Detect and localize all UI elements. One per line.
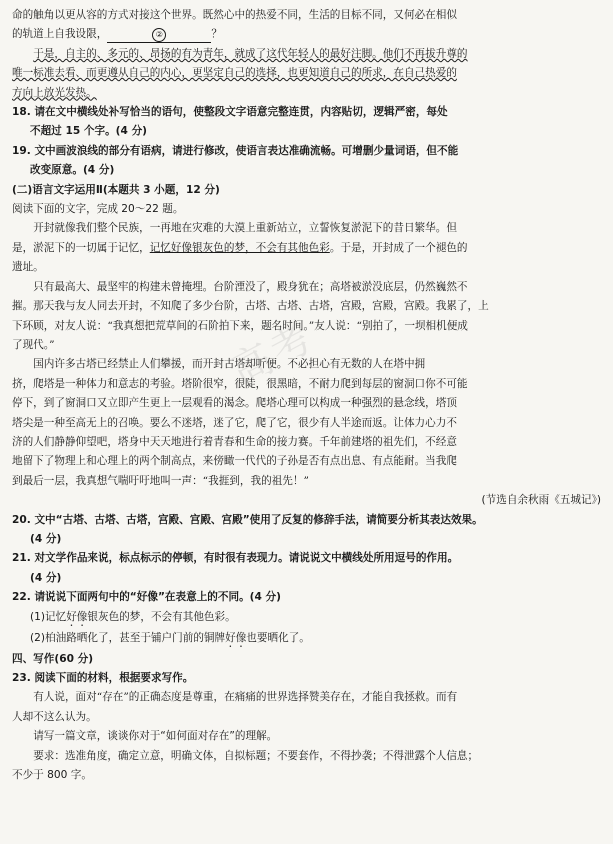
question-21: 21. 对文学作品来说，标点标示的停顿，有时很有表现力。请说说文中横线处所用逗号的作用。 bbox=[12, 552, 459, 565]
emphasis-word: 好像 bbox=[66, 610, 88, 623]
blank-number: ② bbox=[152, 28, 166, 42]
wavy-passage-line: 方向上放光发热。 bbox=[12, 86, 97, 99]
emphasis-word: 好像 bbox=[225, 631, 247, 644]
passage-para-2-line: 了现代。” bbox=[12, 338, 55, 351]
section-2-heading: (二)语言文字运用Ⅱ(本题共 3 小题，12 分) bbox=[12, 183, 220, 196]
question-22: 22. 请说说下面两句中的“好像”在表意上的不同。(4 分) bbox=[12, 591, 281, 604]
passage-para-3-line: 塔尖是一种至高无上的召唤。要么不迷塔，迷了它，爬了它，很少有人半途而返。让体力心力不 bbox=[12, 416, 457, 429]
writing-requirements: 要求：选准角度，确定立意，明确文体，自拟标题；不要套作，不得抄袭；不得泄露个人信息； bbox=[33, 749, 479, 762]
answer-blank-2 bbox=[107, 27, 211, 43]
question-18: 18. 请在文中横线处补写恰当的语句，使整段文字语意完整连贯，内容贴切，逻辑严密，每处 bbox=[12, 106, 448, 119]
passage-para-3-line: 停下，到了窗洞口又立即产生更上一层观看的渴念。爬塔心理可以构成一种强烈的悬念线，塔顶 bbox=[12, 397, 457, 410]
material-line: 人却不这么认为。 bbox=[12, 710, 97, 723]
question-20-cont: (4 分) bbox=[30, 532, 62, 545]
question-22-sentence-2: (2)柏油路晒化了，甚至于铺户门前的铜牌好像也要晒化了。 bbox=[30, 631, 310, 644]
question-19: 19. 文中画波浪线的部分有语病，请进行修改，使语言表达准确流畅。可增删少量词语，但不能 bbox=[12, 144, 459, 157]
question-22-sentence-1: (1)记忆好像银灰色的梦，不会有其他色彩。 bbox=[30, 610, 236, 623]
wavy-passage-line: 唯一标准去看、而更遵从自己的内心，更坚定自己的选择，也更知道自己的所求，在自己热爱的 bbox=[12, 67, 457, 80]
question-18-cont: 不超过 15 个字。(4 分) bbox=[30, 125, 148, 138]
section-2-intro: 阅读下面的文字，完成 20～22 题。 bbox=[12, 203, 184, 216]
question-21-cont: (4 分) bbox=[30, 571, 62, 584]
passage-para-2-line: 摧。那天我与友人同去开封，不知爬了多少台阶，古塔、古塔、古塔，宫殿，宫殿，宫殿。我累了，上 bbox=[12, 300, 489, 313]
question-23: 23. 阅读下面的材料，根据要求写作。 bbox=[12, 672, 194, 684]
section-4-heading: 四、写作(60 分) bbox=[12, 652, 94, 665]
passage-para-2-line: 下环顾，对友人说：“我真想把荒草间的石阶拍下来，题名时间。”友人说：“别拍了，一坝相机便成 bbox=[12, 319, 468, 332]
passage-para-3-line: 济的人们静静仰望吧，塔身中天天地进行着青春和生命的接力赛。千年前建塔的祖先们，不经意 bbox=[12, 435, 457, 448]
question-20: 20. 文中“古塔、古塔、古塔，宫殿、宫殿、宫殿”使用了反复的修辞手法，请简要分析其表达效果。 bbox=[12, 513, 483, 526]
watermark-text: 高考 bbox=[224, 313, 324, 396]
underlined-sentence: 记忆好像银灰色的梦，不会有其他色彩 bbox=[149, 241, 330, 254]
passage-para-3-line: 地留下了物理上和心理上的两个制高点，来傍瞰一代代的子孙是否有点出息、有点能耐。当我爬 bbox=[12, 455, 457, 468]
passage-line: 的轨道上自我设限， ② ？ bbox=[12, 25, 601, 44]
passage-para-2: 只有最高大、最坚牢的构建未曾掩埋。台阶湮没了，殿身犹在；高塔被淤没底层，仍然巍然不 bbox=[33, 280, 468, 293]
passage-line: 命的触角以更从容的方式对接这个世界。既然心中的热爱不同，生活的目标不同，又何必在相似 bbox=[12, 9, 457, 21]
passage-source: (节选自余秋雨《五城记》) bbox=[481, 494, 601, 507]
question-19-cont: 改变原意。(4 分) bbox=[30, 164, 115, 177]
writing-task: 请写一篇文章，谈谈你对于“如何面对存在”的理解。 bbox=[33, 730, 278, 743]
passage-para-1: 开封就像我们整个民族，一再地在灾难的大漠上重新站立，立誓恢复淤泥下的昔日繁华。但 bbox=[33, 222, 457, 235]
writing-requirements-cont: 不少于 800 字。 bbox=[12, 769, 92, 782]
passage-para-1-line: 遗址。 bbox=[12, 261, 44, 274]
wavy-passage: 于是，自主的、多元的、昂扬的有为青年，就成了这代年轻人的最好注脚。他们不再拔升尊的 bbox=[33, 47, 468, 60]
passage-para-3-line: 挤，爬塔是一种体力和意志的考验。塔阶很窄，很陡，很黑暗，不耐力爬到每层的窗洞口你不可能 bbox=[12, 377, 468, 390]
passage-para-3: 国内许多古塔已经禁止人们攀援，而开封古塔却听便。不必担心有无数的人在塔中拥 bbox=[33, 358, 426, 371]
passage-para-1-line: 是，淤泥下的一切属于记忆，记忆好像银灰色的梦，不会有其他色彩。于是，开封成了一个褪色的 bbox=[12, 241, 468, 254]
passage-para-3-line: 到最后一层，我真想气喘吁吁地叫一声：“我捱到，我的祖先！” bbox=[12, 474, 309, 487]
material-para: 有人说，面对“存在”的正确态度是尊重，在痛痛的世界选择赞美存在，才能自我拯救。而有 bbox=[33, 691, 458, 704]
